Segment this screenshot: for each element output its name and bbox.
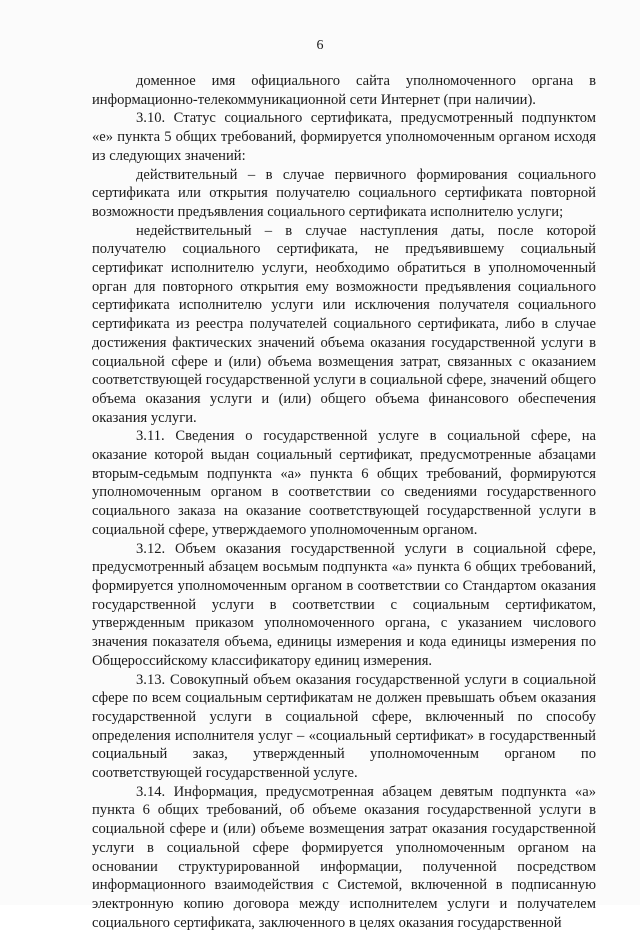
paragraph-status-invalid: недействительный – в случае наступления даты, после которой получателю социального сертификата, не предъявившему социальный сертификат исполнителю услуги, необходимо обратиться в уполномоченный орган для повторного открытия ему возможности предъявления социального сертификата исполнителю услуги или исключения получателя социального сертификата из реестра получателей социального сертификата, либо в случае достижения фактических значений объема оказания государственной услуги в социальной сфере и (или) объема возмещения затрат, связанных с оказанием соответствующей государственной услуги в социальной сфере, значений общего объема оказания услуги и (или) общего объема финансового обеспечения оказания услуги. — [92, 222, 596, 426]
paragraph-3-10: 3.10. Статус социального сертификата, предусмотренный подпунктом «е» пункта 5 общих требований, формируется уполномоченным органом исходя из следующих значений: — [92, 110, 596, 164]
paragraph-3-12: 3.12. Объем оказания государственной услуги в социальной сфере, предусмотренный абзацем восьмым подпункта «а» пункта 6 общих требований, формируется уполномоченным органом в соответствии со Стандартом оказания государственной услуги в соответствии с социальным сертификатом, утвержденным приказом уполномоченного органа, с указанием числового значения показателя объема, единицы измерения и кода единицы измерения по Общероссийскому классификатору единиц измерения. — [92, 540, 596, 669]
paragraph-3-11: 3.11. Сведения о государственной услуге в социальной сфере, на оказание которой выдан социальный сертификат, предусмотренные абзацами вторым-седьмым подпункта «а» пункта 6 общих требований, формируются уполномоченным органом в соответствии со сведениями государственного социального заказа на оказание соответствующей государственной услуги в социальной сфере, утверждаемого уполномоченным органом. — [92, 428, 596, 538]
document-body — [92, 72, 596, 932]
paragraph-3-13: 3.13. Совокупный объем оказания государственной услуги в социальной сфере по всем социальным сертификатам не должен превышать объем оказания государственной услуги в социальной сфере, включенный по способу определения исполнителя услуг – «социальный сертификат» в государственный социальный заказ, утвержденный уполномоченным органом по соответствующей государственной услуге. — [92, 671, 596, 782]
paragraph-3-14: 3.14. Информация, предусмотренная абзацем девятым подпункта «а» пункта 6 общих требований, об объеме оказания государственной услуги в социальной сфере и (или) объеме возмещения затрат оказания государственной услуги в социальной сфере формируется уполномоченным органом на основании структурированной информации, полученной посредством информационного взаимодействия с Системой, включенной в подписанную электронную копию договора между исполнителем услуги и получателем социального сертификата, заключенного в целях оказания государственной — [92, 783, 596, 931]
paragraph-continuation: доменное имя официального сайта уполномоченного органа в информационно-телекоммуникационной сети Интернет (при наличии). — [92, 73, 596, 108]
paragraph-status-valid: действительный – в случае первичного формирования социального сертификата или открытия получателю социального сертификата повторной возможности предъявления социального сертификата исполнителю услуги; — [92, 166, 596, 220]
page-number: 6 — [316, 38, 324, 53]
